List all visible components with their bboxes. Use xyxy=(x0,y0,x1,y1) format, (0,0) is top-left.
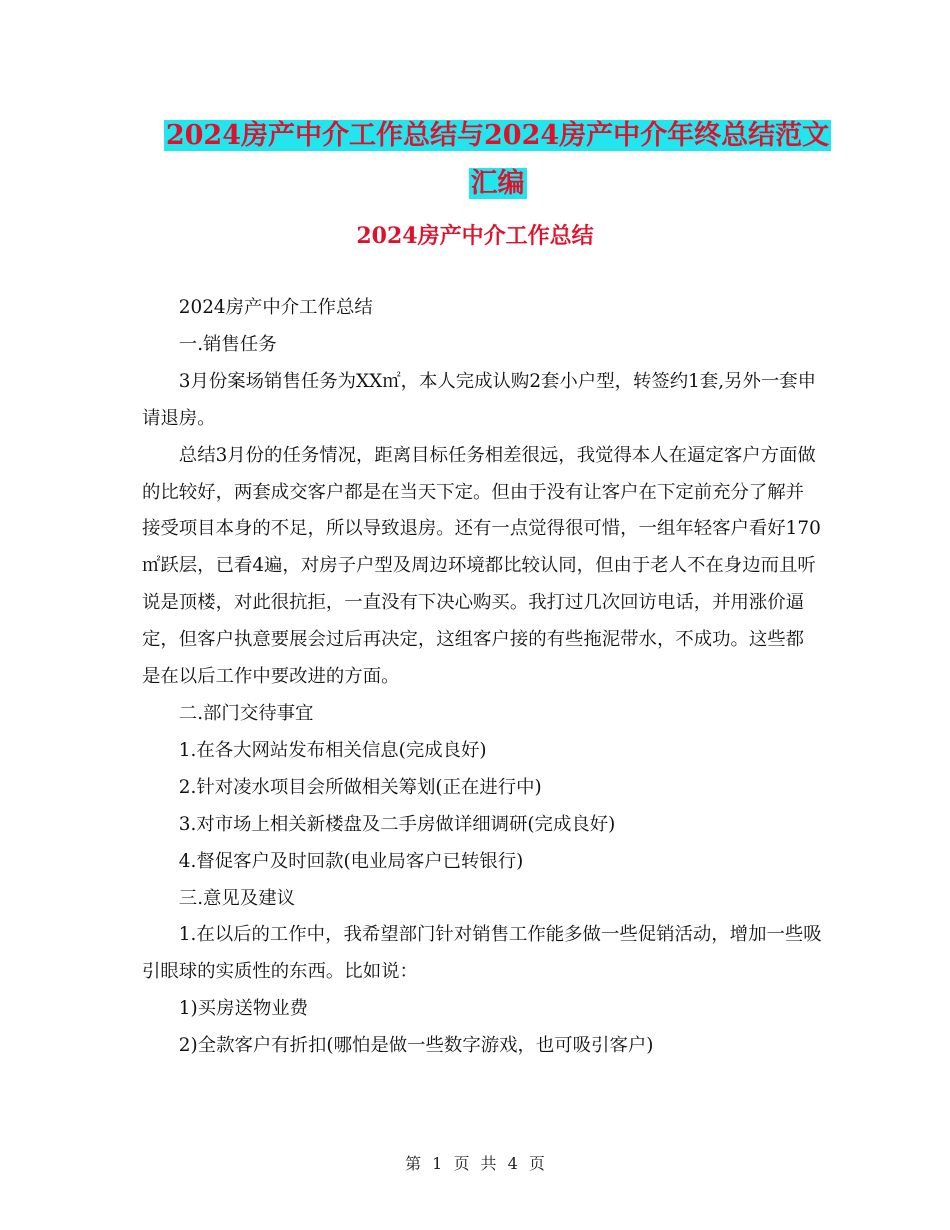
paragraph: 一.销售任务 xyxy=(178,333,277,355)
paragraph: 2)全款客户有折扣(哪怕是做一些数字游戏，也可吸引客户) xyxy=(178,1035,654,1057)
page-footer: 第 1 页 共 4 页 xyxy=(405,1154,545,1173)
paragraph: 4.督促客户及时回款(电业局客户已转银行) xyxy=(178,850,524,872)
paragraph: 二.部门交待事宜 xyxy=(178,702,314,724)
paragraph: 总结3月份的任务情况，距离目标任务相差很远，我觉得本人在逼定客户方面做的比较好，两套成交客户都是在当天下定。但由于没有让客户在下定前充分了解并接受项目本身的不足，所以导致退房。还有一点觉得很可惜，一组年轻客户看好170㎡跃层，已看4遍，对房子户型及周边环境都比较认同，但由于老人不在身边而且听说是顶楼，对此很抗拒，一直没有下决心购买。我打过几次回访电话，并用涨价逼定，但客户执意要展会过后再决定，这组客户接的有些拖泥带水，不成功。这些都是在以后工作中要改进的方面。 xyxy=(142,444,821,688)
paragraph: 1)买房送物业费 xyxy=(178,998,309,1020)
document-body xyxy=(142,290,822,1065)
paragraph: 2024房产中介工作总结 xyxy=(178,297,373,318)
paragraph: 2.针对凌水项目会所做相关筹划(正在进行中) xyxy=(178,776,542,798)
document-title-line2: 汇编 xyxy=(470,168,525,199)
paragraph: 3月份案场销售任务为XX㎡，本人完成认购2套小户型，转签约1套,另外一套申请退房。 xyxy=(142,370,817,429)
document-title xyxy=(140,112,855,208)
paragraph: 三.意见及建议 xyxy=(178,887,295,909)
document-title-line1: 2024房产中介工作总结与2024房产中介年终总结范文 xyxy=(165,120,830,151)
paragraph: 1.在各大网站发布相关信息(完成良好) xyxy=(178,739,487,761)
paragraph: 1.在以后的工作中，我希望部门针对销售工作能多做一些促销活动，增加一些吸引眼球的实质性的东西。比如说： xyxy=(142,924,822,983)
section-title: 2024房产中介工作总结 xyxy=(356,223,594,249)
paragraph: 3.对市场上相关新楼盘及二手房做详细调研(完成良好) xyxy=(178,813,616,835)
